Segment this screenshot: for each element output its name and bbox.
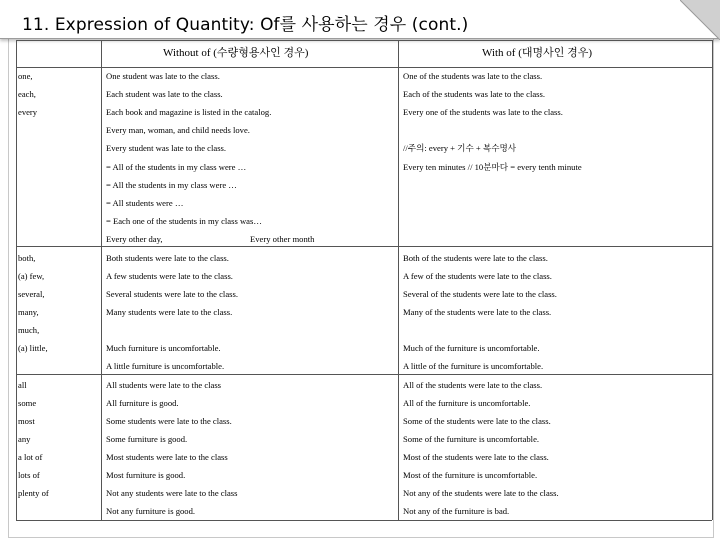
example-with-of: Much of the furniture is uncomfortable. [403, 343, 540, 353]
quantifier-label: plenty of [18, 488, 49, 498]
quantifier-label: both, [18, 253, 36, 263]
example-without-of: Each student was late to the class. [106, 89, 223, 99]
row-divider [16, 246, 712, 247]
quantifier-label: every [18, 107, 38, 117]
row-divider [16, 374, 712, 375]
quantifier-label: lots of [18, 470, 40, 480]
example-without-of: Most furniture is good. [106, 470, 186, 480]
example-with-of: A little of the furniture is uncomfortable. [403, 361, 544, 371]
example-without-of: Every man, woman, and child needs love. [106, 125, 250, 135]
example-with-of: Every ten minutes // 10분마다 = every tenth minute [403, 162, 582, 172]
example-without-of: Some furniture is good. [106, 434, 188, 444]
example-without-of: All furniture is good. [106, 398, 179, 408]
table-border-top [16, 40, 712, 41]
quantifier-label: some [18, 398, 37, 408]
example-without-of: Most students were late to the class [106, 452, 228, 462]
example-with-of: Not any of the students were late to the class. [403, 488, 559, 498]
example-without-of: Every student was late to the class. [106, 143, 227, 153]
example-without-of: Not any students were late to the class [106, 488, 238, 498]
column-header-with-of: With of (대명사인 경우) [482, 47, 593, 59]
quantifier-label: any [18, 434, 31, 444]
quantifier-label: (a) few, [18, 271, 45, 281]
column-divider [712, 40, 713, 520]
header-divider [16, 67, 712, 68]
example-without-of: = All the students in my class were … [106, 180, 237, 190]
title-bar [0, 0, 720, 39]
example-with-of: Many of the students were late to the class. [403, 307, 552, 317]
example-without-of: = Each one of the students in my class was… [106, 216, 262, 226]
quantifier-label: much, [18, 325, 40, 335]
slide-title: 11. Expression of Quantity: Of를 사용하는 경우 (cont.) [22, 15, 469, 35]
quantifier-label: a lot of [18, 452, 43, 462]
example-with-of: Some of the students were late to the class. [403, 416, 551, 426]
example-without-of: Some students were late to the class. [106, 416, 232, 426]
example-with-of: Most of the furniture is uncomfortable. [403, 470, 538, 480]
example-with-of: All of the students were late to the class. [403, 380, 543, 390]
example-with-of: Both of the students were late to the class. [403, 253, 548, 263]
usage-note: //주의: every + 기수 + 복수명사 [403, 143, 517, 153]
corner-decoration [680, 0, 720, 40]
example-with-of: Not any of the furniture is bad. [403, 506, 510, 516]
example-without-of: A little furniture is uncomfortable. [106, 361, 225, 371]
column-divider [398, 40, 399, 520]
table-border-bottom [16, 520, 712, 521]
example-with-of: Most of the students were late to the class. [403, 452, 549, 462]
example-without-of: One student was late to the class. [106, 71, 220, 81]
quantifier-label: most [18, 416, 35, 426]
example-without-of: Both students were late to the class. [106, 253, 229, 263]
quantifier-label: one, [18, 71, 33, 81]
example-without-of: = All of the students in my class were … [106, 162, 247, 172]
example-without-of: Every other day, [106, 234, 163, 244]
example-without-of: Every other month [250, 234, 315, 244]
example-without-of: Many students were late to the class. [106, 307, 233, 317]
quantifier-label: several, [18, 289, 45, 299]
example-without-of: = All students were … [106, 198, 184, 208]
example-with-of: Several of the students were late to the class. [403, 289, 557, 299]
example-without-of: A few students were late to the class. [106, 271, 233, 281]
column-divider [16, 40, 17, 520]
example-with-of: Each of the students was late to the class. [403, 89, 545, 99]
example-with-of: A few of the students were late to the class. [403, 271, 552, 281]
quantifier-label: all [18, 380, 27, 390]
example-without-of: Each book and magazine is listed in the catalog. [106, 107, 272, 117]
example-with-of: One of the students was late to the class. [403, 71, 543, 81]
example-without-of: Much furniture is uncomfortable. [106, 343, 221, 353]
quantifier-label: many, [18, 307, 39, 317]
example-with-of: Every one of the students was late to the class. [403, 107, 563, 117]
example-without-of: Several students were late to the class. [106, 289, 238, 299]
column-header-without-of: Without of (수량형용사인 경우) [163, 47, 309, 59]
example-without-of: All students were late to the class [106, 380, 222, 390]
quantifier-label: (a) little, [18, 343, 48, 353]
example-without-of: Not any furniture is good. [106, 506, 196, 516]
example-with-of: Some of the furniture is uncomfortable. [403, 434, 540, 444]
quantifier-label: each, [18, 89, 36, 99]
example-with-of: All of the furniture is uncomfortable. [403, 398, 531, 408]
column-divider [101, 40, 102, 520]
